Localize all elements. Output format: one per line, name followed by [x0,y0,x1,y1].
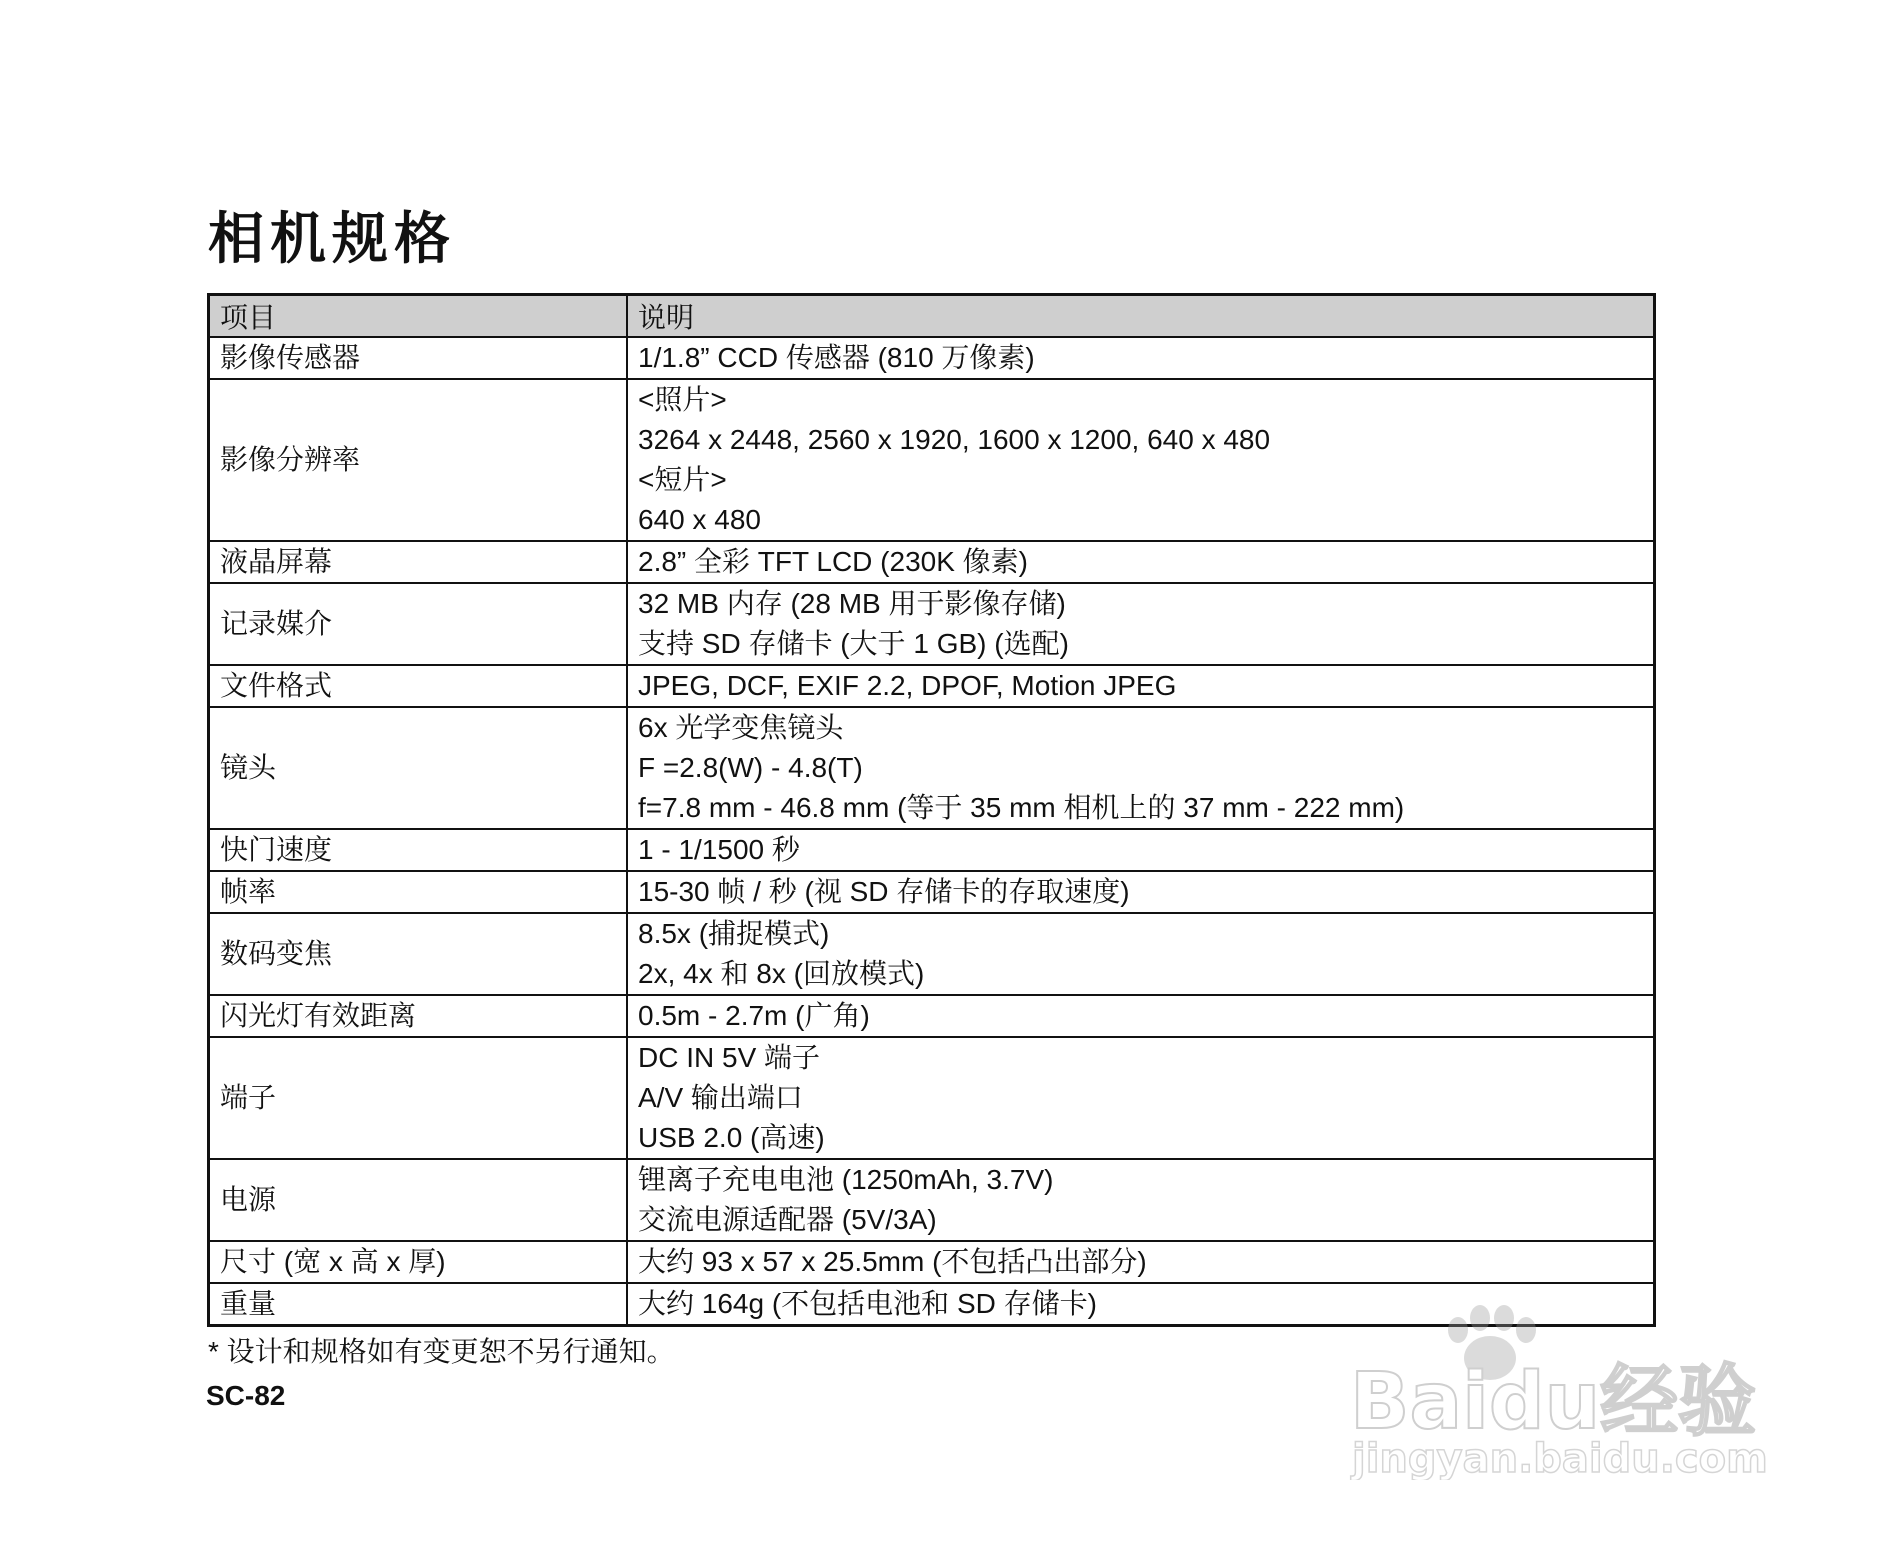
table-row [209,829,1655,871]
spec-item-cell: 电源 [209,1159,628,1241]
page-number: SC-82 [206,1380,286,1411]
spec-description-line: 32 MB 内存 (28 MB 用于影像存储) [638,588,1066,619]
spec-description-cell [627,707,1655,829]
spec-description-cell [627,379,1655,541]
spec-description-cell [627,829,1655,871]
spec-description-line: 15-30 帧 / 秒 (视 SD 存储卡的存取速度) [638,876,1130,907]
spec-description-cell [627,1037,1655,1159]
table-header-row [209,295,1655,338]
spec-description-line: 1 - 1/1500 秒 [638,834,800,865]
spec-description-cell [627,337,1655,379]
spec-description-line: 6x 光学变焦镜头 [638,712,844,743]
spec-item-cell: 端子 [209,1037,628,1159]
spec-item-cell: 镜头 [209,707,628,829]
spec-description-line: 0.5m - 2.7m (广角) [638,1000,870,1031]
spec-description-line: 640 x 480 [638,504,761,535]
spec-description-line: JPEG, DCF, EXIF 2.2, DPOF, Motion JPEG [638,670,1177,701]
table-row [209,665,1655,707]
spec-description-line: F =2.8(W) - 4.8(T) [638,752,863,783]
spec-description-cell [627,583,1655,665]
spec-description-cell [627,913,1655,995]
header-item: 项目 [209,295,628,338]
table-row [209,995,1655,1037]
table-row [209,1159,1655,1241]
spec-description-line: f=7.8 mm - 46.8 mm (等于 35 mm 相机上的 37 mm - 222 mm) [638,792,1405,823]
table-row [209,1037,1655,1159]
spec-description-cell [627,1159,1655,1241]
spec-description-cell [627,871,1655,913]
spec-table [207,293,1656,1327]
page-title: 相机规格 [208,207,456,272]
spec-description-cell [627,665,1655,707]
spec-description-line: 支持 SD 存储卡 (大于 1 GB) (选配) [638,628,1069,659]
spec-item-cell: 记录媒介 [209,583,628,665]
table-row [209,583,1655,665]
spec-description-line: 交流电源适配器 (5V/3A) [638,1204,937,1235]
spec-description-line: 锂离子充电电池 (1250mAh, 3.7V) [638,1164,1054,1195]
spec-item-cell: 重量 [209,1283,628,1326]
table-row [209,707,1655,829]
spec-item-cell: 快门速度 [209,829,628,871]
spec-item-cell: 液晶屏幕 [209,541,628,583]
spec-item-cell: 文件格式 [209,665,628,707]
spec-item-cell: 尺寸 (宽 x 高 x 厚) [209,1241,628,1283]
spec-description-line: A/V 输出端口 [638,1082,803,1113]
spec-description-line: USB 2.0 (高速) [638,1122,825,1153]
spec-item-cell: 帧率 [209,871,628,913]
footnote: * 设计和规格如有变更恕不另行通知。 [208,1336,675,1367]
table-row [209,871,1655,913]
spec-description-line: 大约 93 x 57 x 25.5mm (不包括凸出部分) [638,1246,1147,1277]
spec-description-line: 1/1.8” CCD 传感器 (810 万像素) [638,342,1035,373]
spec-item-cell: 影像分辨率 [209,379,628,541]
spec-description-line: 3264 x 2448, 2560 x 1920, 1600 x 1200, 640 x 480 [638,424,1271,455]
table-row [209,337,1655,379]
baidu-jingyan-watermark [1340,1300,1780,1480]
table-row [209,1241,1655,1283]
spec-description-cell [627,1241,1655,1283]
spec-table-body [209,337,1655,1326]
table-row [209,913,1655,995]
spec-description-line: <短片> [638,464,727,495]
spec-description-line: 2x, 4x 和 8x (回放模式) [638,958,925,989]
table-row [209,541,1655,583]
spec-item-cell: 数码变焦 [209,913,628,995]
spec-item-cell: 闪光灯有效距离 [209,995,628,1037]
spec-description-cell [627,541,1655,583]
watermark-brand: Baidu经验 [1350,1357,1757,1447]
spec-description-line: 8.5x (捕捉模式) [638,918,830,949]
watermark-url: jingyan.baidu.com [1352,1436,1768,1480]
spec-description-line: 大约 164g (不包括电池和 SD 存储卡) [638,1288,1097,1319]
spec-description-line: 2.8” 全彩 TFT LCD (230K 像素) [638,546,1029,577]
spec-item-cell: 影像传感器 [209,337,628,379]
header-description: 说明 [627,295,1655,338]
spec-description-cell [627,995,1655,1037]
spec-description-line: <照片> [638,384,727,415]
table-row [209,379,1655,541]
spec-description-line: DC IN 5V 端子 [638,1042,821,1073]
